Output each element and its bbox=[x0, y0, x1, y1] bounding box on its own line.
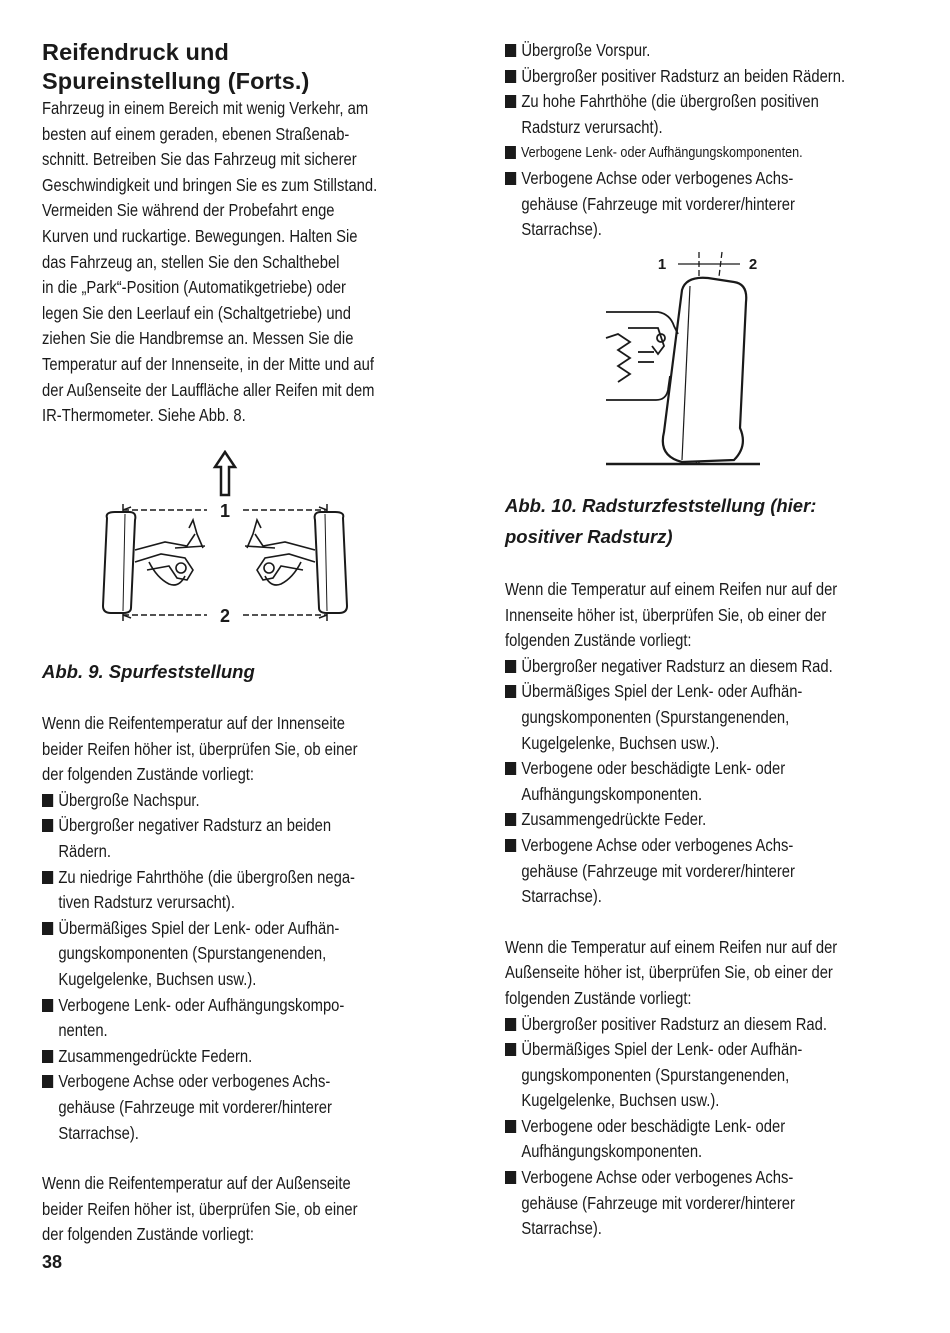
bullet-square-icon bbox=[505, 70, 516, 83]
list-item: Verbogene Lenk- oder Aufhängungskompo- nenten. bbox=[42, 993, 437, 1044]
list-item: Zusammengedrückte Feder. bbox=[505, 807, 920, 833]
list-item: Verbogene Achse oder verbogenes Achs- gehäuse (Fahrzeuge mit vorderer/hinterer Starrachse). bbox=[505, 1165, 920, 1242]
camber-label-2: 2 bbox=[748, 256, 758, 273]
bullet-square-icon bbox=[505, 839, 516, 852]
right-suspension bbox=[245, 520, 315, 585]
bullet-square-icon bbox=[42, 1075, 53, 1088]
list-item: Verbogene Achse oder verbogenes Achs- gehäuse (Fahrzeuge mit vorderer/hinterer Starrachse). bbox=[42, 1069, 437, 1146]
bullet-square-icon bbox=[42, 794, 53, 807]
left-column bbox=[42, 38, 422, 429]
toe-label-2: 2 bbox=[219, 606, 231, 626]
list-item: Verbogene Achse oder verbogenes Achs- gehäuse (Fahrzeuge mit vorderer/hinterer Starrachse). bbox=[505, 833, 920, 910]
bullet-square-icon bbox=[505, 762, 516, 775]
suspension bbox=[606, 312, 678, 400]
list-item: Übermäßiges Spiel der Lenk- oder Aufhän- gungskomponenten (Spurstangenenden, Kugelgelenke, Buchsen usw.). bbox=[505, 679, 920, 756]
bullet-square-icon bbox=[505, 660, 516, 673]
bullet-square-icon bbox=[505, 95, 516, 108]
left-suspension bbox=[135, 520, 205, 585]
toe-diagram-figure bbox=[95, 450, 355, 630]
tire-outline bbox=[663, 278, 746, 462]
bullet-square-icon bbox=[505, 146, 516, 159]
list-item: Verbogene Achse oder verbogenes Achs- gehäuse (Fahrzeuge mit vorderer/hinterer Starrachse). bbox=[505, 166, 920, 243]
right-top-list bbox=[505, 38, 905, 243]
left-outer-intro: Wenn die Reifentemperatur auf der Außenseite beider Reifen höher ist, überprüfen Sie, ob einer der folgenden Zustände vorliegt: bbox=[42, 1173, 358, 1245]
bullet-square-icon bbox=[505, 1171, 516, 1184]
list-item: Übergroßer positiver Radsturz an diesem Rad. bbox=[505, 1012, 920, 1038]
list-item: Übermäßiges Spiel der Lenk- oder Aufhän- gungskomponenten (Spurstangenenden, Kugelgelenke, Buchsen usw.). bbox=[505, 1037, 920, 1114]
list-item: Übergroßer negativer Radsturz an diesem Rad. bbox=[505, 654, 920, 680]
bullet-square-icon bbox=[505, 44, 516, 57]
list-item: Verbogene oder beschädigte Lenk- oder Aufhängungskomponenten. bbox=[505, 756, 920, 807]
list-item: Übermäßiges Spiel der Lenk- oder Aufhän- gungskomponenten (Spurstangenenden, Kugelgelenke, Buchsen usw.). bbox=[42, 916, 437, 993]
bullet-square-icon bbox=[42, 819, 53, 832]
bullet-square-icon bbox=[505, 1120, 516, 1133]
bullet-square-icon bbox=[42, 871, 53, 884]
left-inner-intro: Wenn die Reifentemperatur auf der Innenseite beider Reifen höher ist, überprüfen Sie, ob einer der folgenden Zustände vorliegt: bbox=[42, 713, 358, 785]
list-item: Verbogene oder beschädigte Lenk- oder Aufhängungskomponenten. bbox=[505, 1114, 920, 1165]
bullet-square-icon bbox=[42, 922, 53, 935]
list-item: Übergroßer negativer Radsturz an beiden Rädern. bbox=[42, 813, 437, 864]
bullet-square-icon bbox=[42, 1050, 53, 1063]
fig9-caption: Abb. 9. Spurfeststellung bbox=[42, 661, 255, 682]
bullet-square-icon bbox=[505, 172, 516, 185]
toe-label-1: 1 bbox=[219, 501, 231, 521]
bullet-square-icon bbox=[42, 999, 53, 1012]
bullet-square-icon bbox=[505, 1043, 516, 1056]
intro-paragraph: Fahrzeug in einem Bereich mit wenig Verkehr, am besten auf einem geraden, ebenen Straßenab- schnitt. Betreiben Sie das Fahrzeug mit sicherer Geschwindigkeit und bringen Sie es zum Stillstand. Vermeiden Sie während der Probefahrt enge Kurven und ruckartige. Bewegungen. Halten Sie das Fahrzeug an, stellen Sie den Schalthebel in die „Park“-Position (Automatikgetriebe) oder legen Sie den Leerlauf ein (Schaltgetriebe) und ziehen Sie die Handbremse an. Messen Sie die Temperatur auf der Innenseite, in der Mitte und auf der Außenseite der Lauffläche aller Reifen mit dem IR-Thermometer. Siehe Abb. 8. bbox=[42, 98, 378, 426]
right-column-lower bbox=[505, 490, 905, 1242]
right-column bbox=[505, 38, 905, 243]
right-outer-intro: Wenn die Temperatur auf einem Reifen nur auf der Außenseite höher ist, überprüfen Sie, ob einer der folgenden Zustände vorliegt: bbox=[505, 936, 838, 1008]
list-item: Übergroßer positiver Radsturz an beiden Rädern. bbox=[505, 64, 920, 90]
right-outer-list bbox=[505, 1012, 905, 1242]
bullet-square-icon bbox=[505, 685, 516, 698]
left-inner-list bbox=[42, 788, 422, 1146]
bullet-square-icon bbox=[505, 1018, 516, 1031]
page-number: 38 bbox=[42, 1252, 63, 1272]
list-item: Zu niedrige Fahrthöhe (die übergroßen nega- tiven Radsturz verursacht). bbox=[42, 865, 437, 916]
right-inner-intro: Wenn die Temperatur auf einem Reifen nur auf der Innenseite höher ist, überprüfen Sie, ob einer der folgenden Zustände vorliegt: bbox=[505, 579, 838, 651]
list-item: Zusammengedrückte Federn. bbox=[42, 1044, 437, 1070]
page-title bbox=[42, 38, 422, 96]
list-item: Übergroße Nachspur. bbox=[42, 788, 437, 814]
page-title-line2: Spureinstellung (Forts.) bbox=[42, 68, 310, 94]
list-item: Übergroße Vorspur. bbox=[505, 38, 920, 64]
camber-label-1: 1 bbox=[657, 256, 667, 273]
bullet-square-icon bbox=[505, 813, 516, 826]
left-column-lower bbox=[42, 656, 422, 1248]
camber-diagram-figure bbox=[598, 250, 768, 472]
page-title-line1: Reifendruck und bbox=[42, 39, 229, 65]
right-inner-list bbox=[505, 654, 905, 910]
right-wheel bbox=[315, 512, 347, 613]
left-wheel bbox=[103, 512, 135, 613]
list-item: Zu hohe Fahrthöhe (die übergroßen positiven Radsturz verursacht). bbox=[505, 89, 920, 140]
forward-arrow-icon bbox=[215, 452, 235, 495]
fig10-caption: Abb. 10. Radsturzfeststellung (hier: positiver Radsturz) bbox=[505, 495, 817, 547]
list-item: Verbogene Lenk- oder Aufhängungskomponenten. bbox=[505, 140, 911, 166]
